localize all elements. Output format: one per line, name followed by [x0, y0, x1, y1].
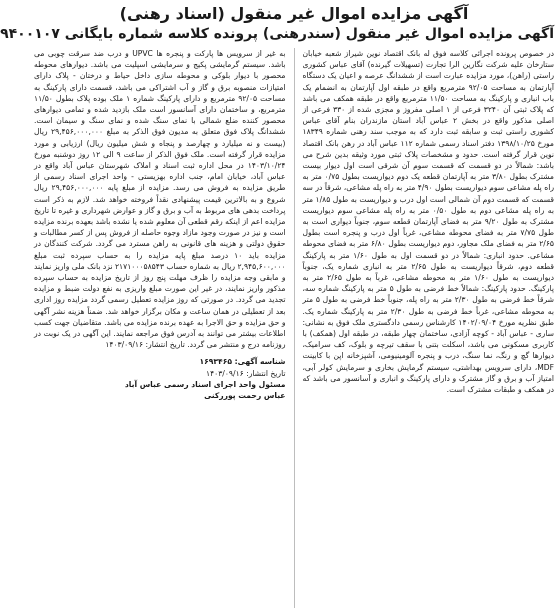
- publish-date: تاریخ انتشار: ۱۴۰۳/۰۹/۱۶: [205, 368, 286, 378]
- notice-body: [34, 48, 554, 608]
- body-column-left: [34, 48, 286, 608]
- body-column-right: [302, 48, 554, 608]
- body-text-left: به غیر از سرویس ها پارکت و پنجره ها UPVC و درب ضد سرقت چوبی می باشد. سیستم گرمایشی پکیج و سرمایشی اسپلیت می باشد. دیوارهای محوطه محصور با دیوار بلوکی و محوطه سازی داخل حیاط و درختان - پلاک دارای امتیازات منصوبه برق و گاز و آب اشتراکی می باشد، قسمت دارای پارکینگ به مساحت ۹۲/۰۵ مترمربع و دارای پارکینگ شماره ۱ ملک بوده پلاک بطول ۱۱/۵۰ مترمربع، و ساختمان دارای آسانسور است ملک بازدید شده و تمامی دیوارهای محصور کننده ضلع شمالی با نمای سنگ شده و نمای سنگ و سیمان است. ششدانگ پلاک فوق متعلق به مدیون فوق الذکر به مبلغ ۲۹,۴۵۶,۰۰۰,۰۰۰ ریال (بیست و نه میلیارد و چهارصد و پنجاه و شش میلیون ریال) ارزیابی و مورد مزایده قرار گرفته است. ملک فوق الذکر از ساعت ۹ الی ۱۲ روز دوشنبه مورخ ۱۴۰۳/۱۰/۲۴ در محل اداره ثبت اسناد و املاک شهرستان عباس آباد واقع در عباس آباد، خیابان امام، جنب اداره بهزیستی - واحد اجرای اسناد رسمی از طریق مزایده به فروش می رسد. مزایده از مبلغ پایه ۲۹,۴۵۶,۰۰۰,۰۰۰ ریال شروع و به بالاترین قیمت پیشنهادی نقداً فروخته خواهد شد. لازم به ذکر است پرداخت بدهی های مربوط به آب و برق و گاز و عوارض شهرداری و غیره تا تاریخ مزایده اعم از اینکه رقم قطعی آن معلوم شده یا نشده باشد بعهده برنده مزایده است و نیز در صورت وجود مازاد وجوه حاصله از فروش پس از کسر مطالبات و حقوق دولتی و هزینه های قانونی به راهن مسترد می گردد. شرکت کنندگان در مزایده باید ۱۰ درصد مبلغ پایه مزایده را به حساب سپرده ثبت مبلغ ۲,۹۴۵,۶۰۰,۰۰۰ ریال به شماره حساب ۲۱۷۱۰۰۰۵۸۵۴۳ نزد بانک ملی واریز نمایند و مابقی وجه مزایده را ظرف مهلت پنج روز از تاریخ مزایده به حساب سپرده مذکور واریز نمایند، در غیر این صورت مبلغ واریزی به نفع دولت ضبط و مزایده تجدید می گردد. در صورتی که روز مزایده تعطیل رسمی گردد مزایده روز اداری بعد از تعطیلی در همان ساعت و مکان برگزار خواهد شد. ضمناً هزینه نشر آگهی و حق مزایده و حق الاجرا به عهده برنده مزایده می باشد. متقاضیان جهت کسب اطلاعات بیشتر می توانند به آدرس فوق مراجعه نمایند. این آگهی در یک نوبت در روزنامه درج و منتشر می گردد. تاریخ انتشار: ۱۴۰۳/۰۹/۱۶: [33, 49, 286, 350]
- signature-title: مسئول واحد اجرای اسناد رسمی عباس آباد: [124, 379, 286, 389]
- notice-title: آگهی مزایده اموال غیر منقول (اسناد رهنی): [119, 4, 469, 23]
- signature-block: [34, 356, 286, 401]
- notice-subtitle: آگهی مزایده اموال غیر منقول (سندرهنی) پرونده کلاسه شماره بایگانی ۹۴۰۰۱۰۷: [0, 26, 554, 42]
- signature-name: عباس رحمت پوررکنی: [204, 391, 286, 401]
- body-text-right: در خصوص پرونده اجرائی کلاسه فوق له بانک اقتصاد نوین شیراز شعبه خیابان ستارخان علیه شرکت نگارین الرا تجارت (تسهیلات گیرنده) آقای عباس کشوری راستی (راهن)، مورد مزایده عبارت است از ششدانگ عرصه و اعیان یک دستگاه آپارتمان به مساحت ۹۲/۰۵ مترمربع واقع در طبقه اول آپارتمان به انضمام یک باب انباری و پارکینگ به مساحت ۱۱/۵۰ مترمربع واقع در طبقه همکف می باشد که پلاک ثبتی آن ۳۲۴۰ فرعی از ۱ اصلی مفروز و مجزی شده از ۳۳۰ فرعی از اصلی مذکور واقع در بخش ۲ عباس آباد استان مازندران بنام آقای عباس کشوری راستی ثبت و سابقه ثبت دارد که به موجب سند رهنی شماره ۱۸۳۴۹ مورخ ۱۳۹۸/۱۰/۲۵ دفتر اسناد رسمی شماره ۱۱۲ عباس آباد در رهن بانک اقتصاد نوین قرار گرفته است. حدود و مشخصات پلاک ثبتی مورد وثیقه بدین شرح می باشد: شمالاً در دو قسمت که قسمت سوم آن شرقی است اول دیوار بیست مشترک بطول ۳/۸۰ متر به آپارتمان قطعه یک دوم دیواریست بطول ۰/۷۵ متر به راه پله مشاعی سوم دیواریست بطول ۴/۹۰ متر به راه پله مشاعی، شرقاً در سه قسمت که قسمت دوم آن شمالی است اول درب و دیواریست به طول ۱/۸۵ متر به راه پله مشاعی دوم به طول ۰/۵۰ متر به راه پله مشاعی سوم دیواریست مشترک به طول ۹/۲۰ متر به فضای آپارتمان قطعه سوم، جنوباً دیواری است به طول ۷/۷۵ متر به فضای محوطه مشاعی، غرباً اول درب و پنجره است بطول ۲/۶۵ متر به فضای ملک مجاور، دوم دیواریست بطول ۶/۸۰ متر به فضای محوطه مشاعی. حدود انباری: شمالاً در دو قسمت اول به طول ۱/۶۰ متر به پارکینگ قطعه دوم، شرقاً دیواریست به طول ۲/۶۵ متر به انباری شماره یک، جنوباً دیواریست به طول ۱/۶۰ متر به محوطه مشاعی، غرباً به طول ۲/۶۵ متر به پارکینگ. حدود پارکینگ: شمالاً خط فرضی به طول ۵ متر به پارکینگ شماره سه، شرقاً خط فرضی به طول ۲/۳۰ متر به راه پله، جنوباً خط فرضی به طول ۵ متر به محوطه مشاعی، غرباً خط فرضی به طول ۲/۳۰ متر به پارکینگ شماره یک. طبق نظریه مورخ ۱۴۰۲/۰۹/۰۴ کارشناس رسمی دادگستری ملک فوق به نشانی: ساری - عباس آباد - کوچه آزادی، ساختمان چهار طبقه، در طبقه اول (همکف) با کاربری مسکونی می باشد، اسکلت بتنی با سقف تیرچه و بلوک، کف سرامیک، دیوارها گچ و رنگ، نما سنگ، درب و پنجره آلومینیومی، آشپزخانه اپن با کابینت MDF، دارای سرویس بهداشتی، سیستم گرمایش بخاری و سرمایش کولر آبی، امتیاز آب و برق و گاز مشترک و دارای پارکینگ و انباری و آسانسور می باشد که در همکف و طبقات مشترک است.: [302, 49, 555, 395]
- notice-id: شناسه آگهی: ۱۶۹۳۴۶۵: [199, 357, 286, 367]
- column-divider: [294, 48, 295, 608]
